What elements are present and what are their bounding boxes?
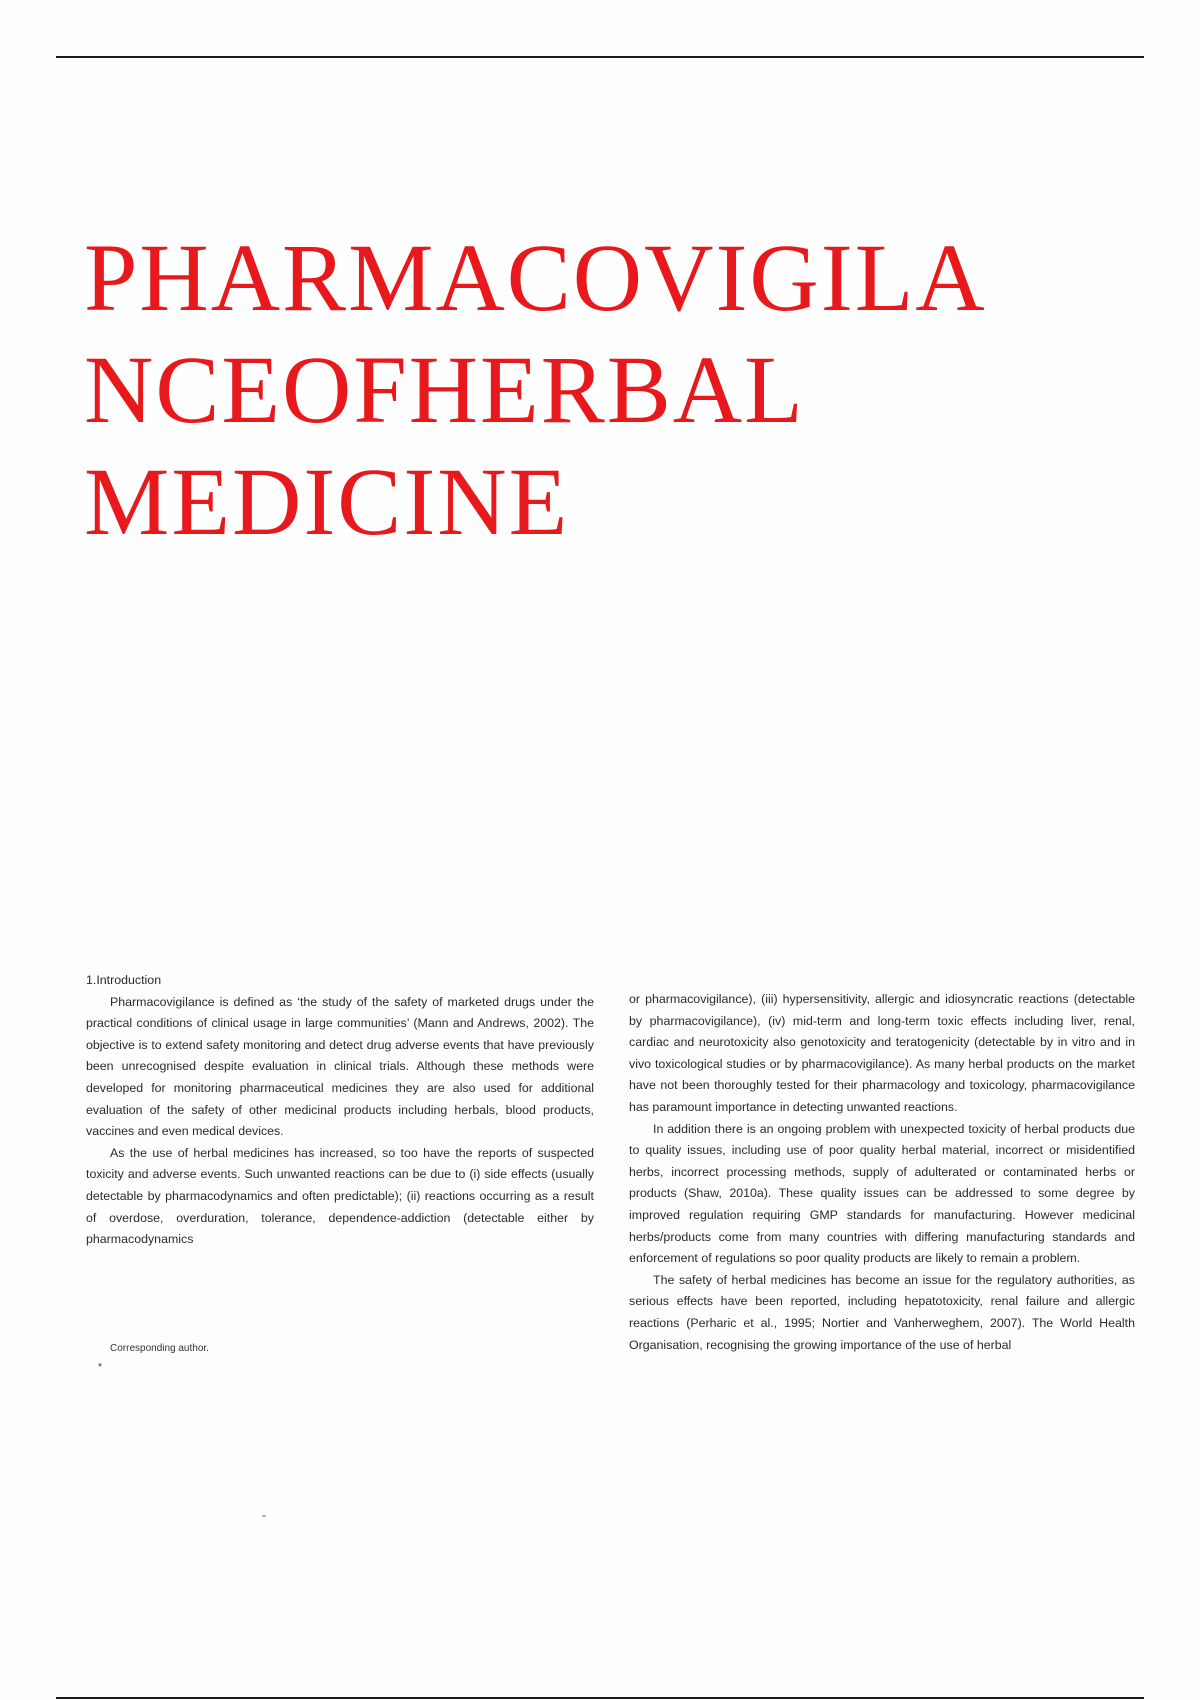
footnote-mark: *: [98, 1362, 102, 1373]
document-title: [84, 222, 1144, 558]
bottom-rule: [56, 1697, 1144, 1699]
paragraph: In addition there is an ongoing problem with unexpected toxicity of herbal products due to quality issues, including use of poor quality herbal material, incorrect or misidentified herbs, incorrect processing methods, supply of adulterated or contaminated herbs or products (Shaw, 2010a). These quality issues can be addressed to some degree by improved regulation requiring GMP standards for manufacturing. However medicinal herbs/products come from many countries with differing manufacturing standards and enforcement of regulations so poor quality products are likely to remain a problem.: [629, 1121, 1135, 1266]
paragraph: As the use of herbal medicines has increased, so too have the reports of suspected toxicity and adverse events. Such unwanted reactions can be due to (i) side effects (usually detectable by pharmacodynamics and often predictable); (ii) reactions occurring as a result of overdose, overduration, tolerance, dependence-addiction (detectable either by pharmacodynamics: [86, 1145, 594, 1247]
stray-mark: -: [262, 1508, 266, 1522]
section-heading: 1.Introduction: [86, 973, 162, 987]
title-line-1: PHARMACOVIGILA: [84, 224, 987, 331]
paragraph: or pharmacovigilance), (iii) hypersensitivity, allergic and idiosyncratic reactions (detectable by pharmacovigilance), (iv) mid-term and long-term toxic effects including liver, renal, cardiac and neurotoxicity also genotoxicity and teratogenicity (detectable by in vitro and in vivo toxicological studies or by pharmacovigilance). As many herbal products on the market have not been thoroughly tested for their pharmacology and toxicology, pharmacovigilance has paramount importance in detecting unwanted reactions.: [629, 992, 1135, 1114]
right-column: [629, 989, 1135, 1356]
paragraph: The safety of herbal medicines has become an issue for the regulatory authorities, as serious effects have been reported, including hepatotoxicity, renal failure and allergic reactions (Perharic et al., 1995; Nortier and Vanherweghem, 2007). The World Health Organisation, recognising the growing importance of the use of herbal: [629, 1272, 1135, 1352]
left-column: [86, 970, 594, 1251]
title-line-3: MEDICINE: [84, 448, 570, 555]
paragraph: Pharmacovigilance is defined as ‘the study of the safety of marketed drugs under the practical conditions of clinical usage in large communities’ (Mann and Andrews, 2002). The objective is to extend safety monitoring and detect drug adverse events that have previously been unrecognised despite evaluation in clinical trials. Although these methods were developed for monitoring pharmaceutical medicines they are also used for additional evaluation of the safety of other medicinal products including herbals, blood products, vaccines and even medical devices.: [86, 994, 594, 1139]
title-line-2: NCEOFHERBAL: [84, 336, 805, 443]
top-rule: [56, 56, 1144, 58]
footnote-text: Corresponding author.: [110, 1343, 209, 1354]
